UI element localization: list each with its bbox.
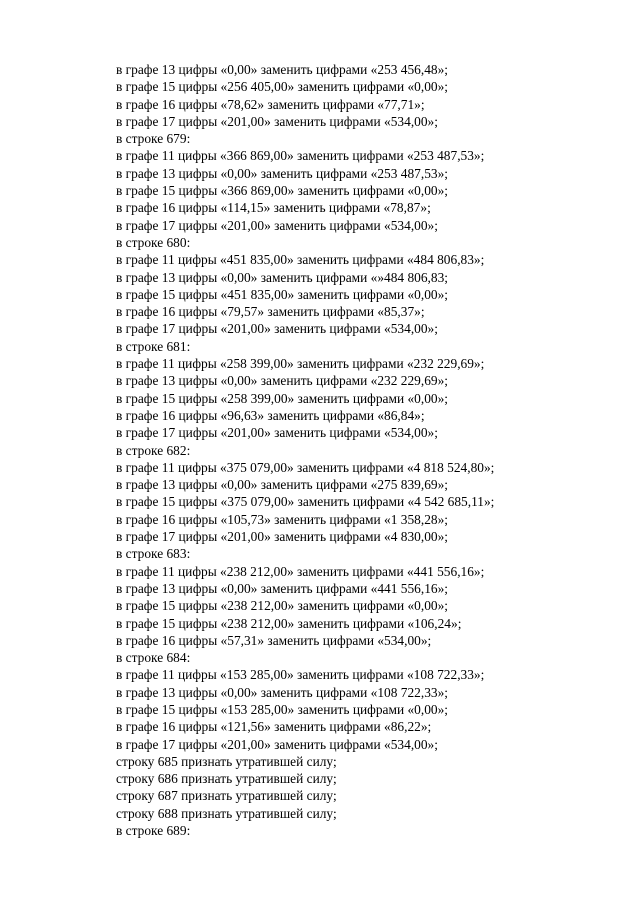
text-line: в графе 15 цифры «258 399,00» заменить цифрами «0,00»; [116, 390, 449, 406]
text-line: строку 688 признать утратившей силу; [116, 805, 337, 821]
text-line: в графе 11 цифры «153 285,00» заменить цифрами «108 722,33»; [116, 667, 485, 683]
text-line: в графе 16 цифры «57,31» заменить цифрами «534,00»; [116, 632, 432, 648]
text-line: в графе 15 цифры «238 212,00» заменить цифрами «106,24»; [116, 615, 462, 631]
text-line: в графе 11 цифры «238 212,00» заменить цифрами «441 556,16»; [116, 563, 485, 579]
text-line: в графе 15 цифры «256 405,00» заменить цифрами «0,00»; [116, 79, 449, 95]
text-line: в графе 16 цифры «121,56» заменить цифрами «86,22»; [116, 719, 432, 735]
section-heading: в строке 681: [116, 338, 191, 354]
text-line: в графе 17 цифры «201,00» заменить цифрами «534,00»; [116, 217, 438, 233]
text-line: строку 686 признать утратившей силу; [116, 771, 337, 787]
text-line: в графе 13 цифры «0,00» заменить цифрами «»484 806,83; [116, 269, 449, 285]
text-line: в графе 16 цифры «79,57» заменить цифрами «85,37»; [116, 304, 425, 320]
text-line: в графе 13 цифры «0,00» заменить цифрами «253 487,53»; [116, 165, 449, 181]
section-heading: в строке 689: [116, 823, 191, 839]
text-line: в графе 15 цифры «153 285,00» заменить цифрами «0,00»; [116, 701, 449, 717]
text-line: в графе 16 цифры «105,73» заменить цифрами «1 358,28»; [116, 511, 449, 527]
text-line: в графе 11 цифры «451 835,00» заменить цифрами «484 806,83»; [116, 252, 485, 268]
section-heading: в строке 680: [116, 234, 191, 250]
text-line: в графе 15 цифры «366 869,00» заменить цифрами «0,00»; [116, 183, 449, 199]
text-line: в графе 17 цифры «201,00» заменить цифрами «534,00»; [116, 113, 438, 129]
text-line: в графе 16 цифры «96,63» заменить цифрами «86,84»; [116, 407, 425, 423]
text-line: в графе 15 цифры «238 212,00» заменить цифрами «0,00»; [116, 598, 449, 614]
text-line: в графе 17 цифры «201,00» заменить цифрами «534,00»; [116, 321, 438, 337]
text-line: в графе 13 цифры «0,00» заменить цифрами «232 229,69»; [116, 373, 449, 389]
text-line: в графе 17 цифры «201,00» заменить цифрами «534,00»; [116, 736, 438, 752]
section-heading: в строке 684: [116, 650, 191, 666]
section-heading: в строке 683: [116, 546, 191, 562]
text-line: в графе 11 цифры «258 399,00» заменить цифрами «232 229,69»; [116, 356, 485, 372]
text-line: в графе 15 цифры «451 835,00» заменить цифрами «0,00»; [116, 286, 449, 302]
text-line: в графе 13 цифры «0,00» заменить цифрами «441 556,16»; [116, 580, 449, 596]
text-line: строку 687 признать утратившей силу; [116, 788, 337, 804]
text-line: в графе 15 цифры «375 079,00» заменить цифрами «4 542 685,11»; [116, 494, 495, 510]
text-line: в графе 16 цифры «78,62» заменить цифрами «77,71»; [116, 96, 425, 112]
text-line: в графе 11 цифры «366 869,00» заменить цифрами «253 487,53»; [116, 148, 485, 164]
text-line: в графе 17 цифры «201,00» заменить цифрами «4 830,00»; [116, 529, 449, 545]
section-heading: в строке 679: [116, 131, 191, 147]
text-line: в графе 11 цифры «375 079,00» заменить цифрами «4 818 524,80»; [116, 459, 495, 475]
text-line: строку 685 признать утратившей силу; [116, 753, 337, 769]
text-line: в графе 13 цифры «0,00» заменить цифрами «108 722,33»; [116, 684, 449, 700]
text-line: в графе 13 цифры «0,00» заменить цифрами «275 839,69»; [116, 477, 449, 493]
document-body [116, 61, 616, 839]
text-line: в графе 17 цифры «201,00» заменить цифрами «534,00»; [116, 425, 438, 441]
text-line: в графе 13 цифры «0,00» заменить цифрами «253 456,48»; [116, 62, 449, 77]
section-heading: в строке 682: [116, 442, 191, 458]
text-line: в графе 16 цифры «114,15» заменить цифрами «78,87»; [116, 200, 431, 216]
